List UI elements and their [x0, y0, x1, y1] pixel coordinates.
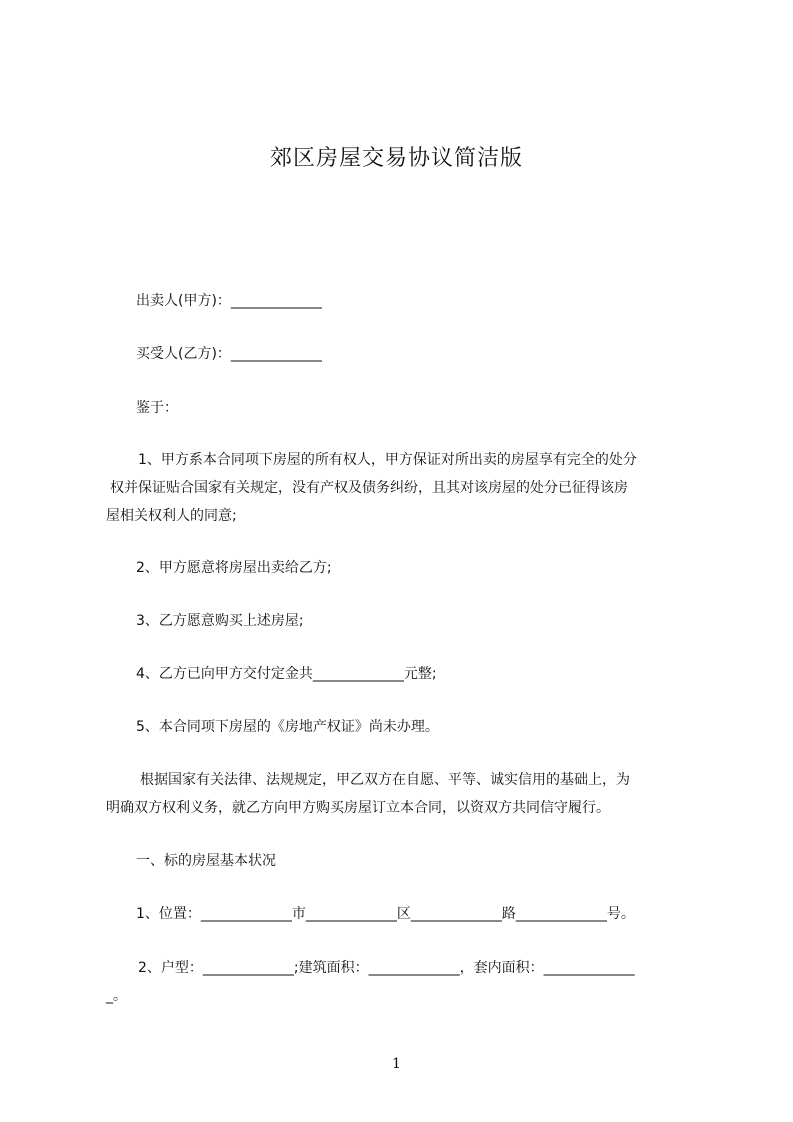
- layout-line-1: 2、户型：_____________;建筑面积：_____________，套内面积：_____________: [138, 960, 635, 976]
- item-1-line-1: 1、甲方系本合同项下房屋的所有权人，甲方保证对所出卖的房屋享有完全的处分: [138, 452, 637, 468]
- item-5: 5、本合同项下房屋的《房地产权证》尚未办理。: [136, 719, 439, 735]
- item-1-line-2: 权并保证贴合国家有关规定，没有产权及债务纠纷，且其对该房屋的处分已征得该房: [110, 480, 628, 496]
- item-4: 4、乙方已向甲方交付定金共_____________元整;: [136, 666, 437, 682]
- basis-line-1: 根据国家有关法律、法规规定，甲乙双方在自愿、平等、诚实信用的基础上，为: [140, 772, 630, 788]
- item-1-line-3: 屋相关权利人的同意;: [106, 508, 237, 524]
- section-1-heading: 一、标的房屋基本状况: [136, 853, 276, 869]
- layout-line-2: _。: [106, 988, 127, 1004]
- basis-line-2: 明确双方权利义务，就乙方向甲方购买房屋订立本合同，以资双方共同信守履行。: [106, 800, 610, 816]
- item-3: 3、乙方愿意购买上述房屋;: [136, 613, 304, 629]
- document-title: 郊区房屋交易协议简洁版: [269, 146, 523, 171]
- page-number: 1: [392, 1056, 401, 1072]
- location-line: 1、位置：_____________市_____________区_____________路_____________号。: [136, 906, 635, 922]
- whereas-heading: 鉴于：: [136, 400, 178, 416]
- item-2: 2、甲方愿意将房屋出卖给乙方;: [136, 560, 332, 576]
- buyer-line: 买受人(乙方)：_____________: [136, 346, 322, 362]
- seller-line: 出卖人(甲方)：_____________: [136, 293, 322, 309]
